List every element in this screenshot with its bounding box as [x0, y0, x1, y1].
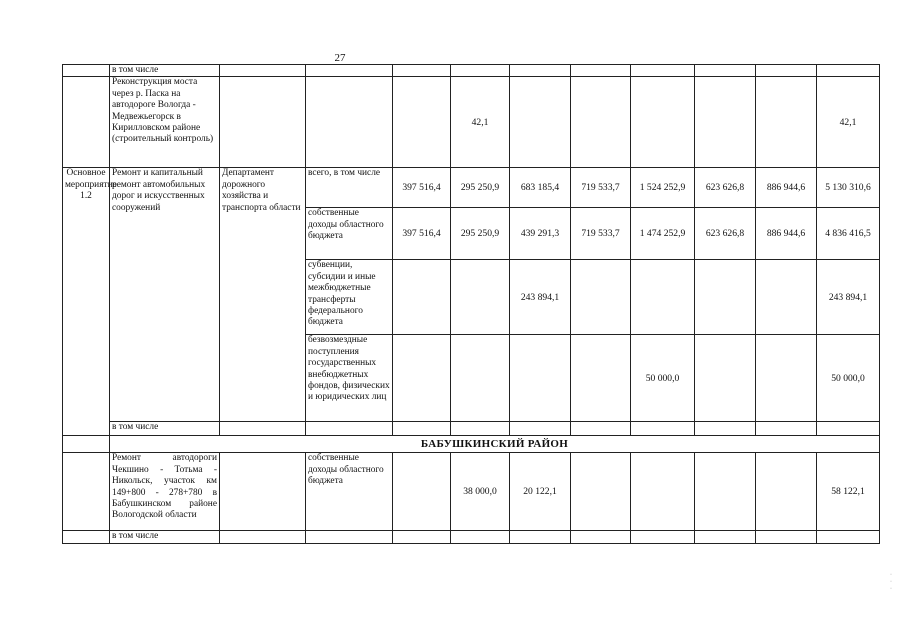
measure-code: Основное мероприятие 1.2	[63, 168, 110, 436]
table-cell	[451, 531, 510, 543]
value-cell	[451, 335, 510, 422]
table-cell	[817, 531, 880, 543]
table-cell	[695, 65, 756, 77]
value-cell: 623 626,8	[695, 168, 756, 208]
table-cell	[571, 531, 631, 543]
value-cell: 683 185,4	[510, 168, 571, 208]
value-cell: 1 474 252,9	[631, 208, 695, 260]
table-cell	[510, 422, 571, 436]
value-cell	[756, 453, 817, 531]
table-cell	[306, 77, 393, 168]
funding-source: безвозмездные поступления государственных внебюджетных фондов, физических и юридических лиц	[306, 335, 393, 422]
total-cell: 58 122,1	[817, 453, 880, 531]
table-cell	[63, 65, 110, 77]
value-cell: 439 291,3	[510, 208, 571, 260]
row-note: в том числе	[110, 531, 220, 543]
page-number: 27	[334, 52, 346, 64]
value-cell	[393, 260, 451, 335]
responsible-executor: Департамент дорожного хозяйства и транспорта области	[220, 168, 306, 422]
value-cell	[756, 335, 817, 422]
table-cell	[817, 422, 880, 436]
row-note: в том числе	[110, 422, 220, 436]
value-cell: 42,1	[451, 77, 510, 168]
table-cell	[756, 422, 817, 436]
value-cell	[451, 260, 510, 335]
value-cell	[571, 335, 631, 422]
district-heading: БАБУШКИНСКИЙ РАЙОН	[110, 436, 880, 453]
table-cell	[631, 531, 695, 543]
table-cell	[631, 422, 695, 436]
table-cell	[393, 65, 451, 77]
table-cell	[220, 453, 306, 531]
table-cell	[306, 531, 393, 543]
value-cell	[571, 453, 631, 531]
value-cell: 397 516,4	[393, 208, 451, 260]
total-cell: 5 130 310,6	[817, 168, 880, 208]
funding-source: собственные доходы областного бюджета	[306, 208, 393, 260]
table-cell	[393, 531, 451, 543]
table-cell	[695, 422, 756, 436]
table-cell	[571, 65, 631, 77]
value-cell	[756, 77, 817, 168]
table-cell	[220, 531, 306, 543]
value-cell: 886 944,6	[756, 168, 817, 208]
table-cell	[63, 453, 110, 531]
table-row	[63, 77, 880, 168]
value-cell	[393, 453, 451, 531]
item-name: Реконструкция моста через р. Паска на автодороге Вологда - Медвежьегорск в Кирилловском районе (строительный контроль)	[110, 77, 220, 168]
table-row	[63, 531, 880, 543]
value-cell: 50 000,0	[631, 335, 695, 422]
value-cell: 295 250,9	[451, 208, 510, 260]
table-cell	[451, 65, 510, 77]
table-cell	[510, 531, 571, 543]
value-cell	[631, 260, 695, 335]
value-cell	[393, 77, 451, 168]
table-cell	[306, 65, 393, 77]
value-cell: 38 000,0	[451, 453, 510, 531]
value-cell: 243 894,1	[510, 260, 571, 335]
table-cell	[393, 422, 451, 436]
funding-source: субвенции, субсидии и иные межбюджетные трансферты федерального бюджета	[306, 260, 393, 335]
budget-table	[62, 64, 880, 544]
scan-edge-marks: · · ·	[890, 572, 892, 592]
value-cell: 719 533,7	[571, 168, 631, 208]
value-cell	[393, 335, 451, 422]
value-cell	[571, 260, 631, 335]
table-cell	[571, 422, 631, 436]
total-cell: 4 836 416,5	[817, 208, 880, 260]
item-name: Ремонт автодороги Чекшино - Тотьма - Никольск, участок км 149+800 - 278+780 в Бабушкинском районе Вологодской области	[110, 453, 220, 531]
table-cell	[631, 65, 695, 77]
value-cell	[756, 260, 817, 335]
table-cell	[220, 422, 306, 436]
funding-source: собственные доходы областного бюджета	[306, 453, 393, 531]
table-row	[63, 422, 880, 436]
value-cell: 886 944,6	[756, 208, 817, 260]
value-cell: 397 516,4	[393, 168, 451, 208]
total-cell: 243 894,1	[817, 260, 880, 335]
value-cell	[695, 453, 756, 531]
funding-source: всего, в том числе	[306, 168, 393, 208]
total-cell: 50 000,0	[817, 335, 880, 422]
value-cell: 295 250,9	[451, 168, 510, 208]
value-cell: 20 122,1	[510, 453, 571, 531]
table-cell	[63, 531, 110, 543]
table-cell	[695, 531, 756, 543]
value-cell	[695, 260, 756, 335]
value-cell: 719 533,7	[571, 208, 631, 260]
table-cell	[756, 65, 817, 77]
value-cell	[631, 453, 695, 531]
value-cell: 1 524 252,9	[631, 168, 695, 208]
table-row	[63, 436, 880, 453]
table-cell	[451, 422, 510, 436]
value-cell	[695, 77, 756, 168]
table-cell	[306, 422, 393, 436]
table-cell	[220, 65, 306, 77]
table-cell	[817, 65, 880, 77]
value-cell	[510, 77, 571, 168]
table-cell	[510, 65, 571, 77]
value-cell	[571, 77, 631, 168]
row-note: в том числе	[110, 65, 220, 77]
table-cell	[63, 436, 110, 453]
value-cell	[631, 77, 695, 168]
item-name: Ремонт и капитальный ремонт автомобильных дорог и искусственных сооружений	[110, 168, 220, 422]
table-row	[63, 453, 880, 531]
table-cell	[63, 77, 110, 168]
value-cell	[695, 335, 756, 422]
table-cell	[756, 531, 817, 543]
table-cell	[220, 77, 306, 168]
total-cell: 42,1	[817, 77, 880, 168]
table-row	[63, 65, 880, 77]
value-cell: 623 626,8	[695, 208, 756, 260]
value-cell	[510, 335, 571, 422]
table-row	[63, 168, 880, 208]
